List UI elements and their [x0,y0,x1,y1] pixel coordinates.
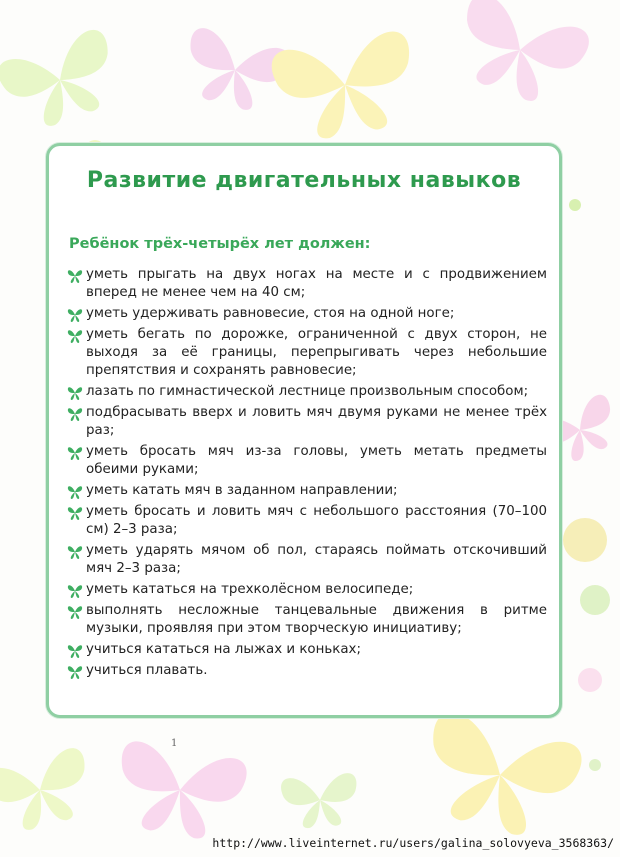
list-item-text: уметь ударять мячом об пол, стараясь поймать отскочивший мяч 2–3 раза; [86,543,547,576]
page-number: 1 [171,738,178,749]
butterfly-bullet-icon [67,307,83,323]
list-item-text: учиться кататься на лыжах и коньках; [86,642,361,657]
list-item-text: уметь катать мяч в заданном направлении; [86,483,398,498]
content-card [46,143,562,718]
butterfly-bullet-icon [67,328,83,344]
list-item [67,305,547,323]
list-item [67,482,547,500]
source-url[interactable]: http://www.liveinternet.ru/users/galina_solovyeva_3568363/ [212,836,614,850]
butterfly-bullet-icon [67,583,83,599]
list-item-text: учиться плавать. [86,663,208,678]
list-item [67,326,547,380]
butterfly-bullet-icon [67,445,83,461]
list-item [67,383,547,401]
list-item [67,266,547,302]
list-item [67,503,547,539]
list-item [67,641,547,659]
butterfly-bullet-icon [67,664,83,680]
list-item [67,602,547,638]
list-item [67,581,547,599]
list-item-text: уметь бросать и ловить мяч с небольшого расстояния (70–100 см) 2–3 раза; [86,504,547,537]
butterfly-bullet-icon [67,505,83,521]
list-item-text: уметь бегать по дорожке, ограниченной с двух сторон, не выходя за её границы, перепрыгивать через небольшие препятствия и сохранять равновесие; [86,327,547,378]
butterfly-bullet-icon [67,544,83,560]
page-title: Развитие двигательных навыков [86,168,522,193]
list-item-text: лазать по гимнастической лестнице произвольным способом; [86,384,529,399]
list-item-text: выполнять несложные танцевальные движения в ритме музыки, проявляя при этом творческую инициативу; [86,603,547,636]
butterfly-bullet-icon [67,484,83,500]
butterfly-bullet-icon [67,385,83,401]
list-item [67,542,547,578]
butterfly-bullet-icon [67,643,83,659]
butterfly-bullet-icon [67,406,83,422]
list-item [67,662,547,680]
list-item [67,443,547,479]
butterfly-bullet-icon [67,604,83,620]
skills-list [67,266,547,683]
list-item-text: уметь прыгать на двух ногах на месте и с продвижением вперед не менее чем на 40 см; [86,267,547,300]
list-subtitle: Ребёнок трёх-четырёх лет должен: [69,236,371,252]
list-item-text: уметь бросать мяч из-за головы, уметь метать предметы обеими руками; [86,444,547,477]
list-item [67,404,547,440]
list-item-text: уметь кататься на трехколёсном велосипеде; [86,582,414,597]
list-item-text: подбрасывать вверх и ловить мяч двумя руками не менее трёх раз; [86,405,547,438]
list-item-text: уметь удерживать равновесие, стоя на одной ноге; [86,306,455,321]
butterfly-bullet-icon [67,268,83,284]
